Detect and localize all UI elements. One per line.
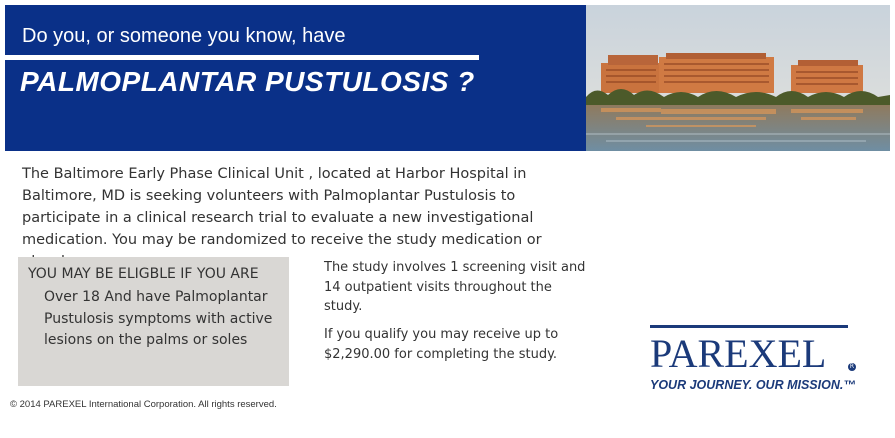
banner-condition-title: PALMOPLANTAR PUSTULOSIS ? — [20, 66, 475, 97]
parexel-logo — [650, 325, 856, 395]
eligibility-box — [18, 257, 289, 386]
study-visits-text: The study involves 1 screening visit and 14 outpatient visits throughout the study. — [324, 260, 586, 314]
hospital-photo — [586, 5, 890, 151]
logo-wordmark: PAREXEL — [650, 331, 827, 376]
banner-question: Do you, or someone you know, have — [22, 25, 346, 47]
copyright-notice: © 2014 PAREXEL International Corporation. All rights reserved. — [10, 399, 277, 410]
registered-mark-icon: R — [849, 363, 855, 370]
logo-rule — [650, 325, 848, 328]
logo-tagline: YOUR JOURNEY. OUR MISSION.™ — [650, 378, 856, 392]
banner-divider — [5, 55, 479, 60]
eligibility-title: YOU MAY BE ELIGBLE IF YOU ARE — [28, 266, 259, 282]
compensation-text: If you qualify you may receive up to $2,290.00 for completing the study. — [324, 327, 559, 362]
intro-paragraph: The Baltimore Early Phase Clinical Unit , located at Harbor Hospital in Baltimore, MD is seeking volunteers with Palmoplantar Pustulosis to participate in a clinical research trial to evaluate a new investigational medication. You may be randomized to receive the study medication or — [22, 166, 542, 248]
eligibility-criteria: Over 18 And have Palmoplantar Pustulosis symptoms with active lesions on the palms or soles — [44, 289, 273, 348]
